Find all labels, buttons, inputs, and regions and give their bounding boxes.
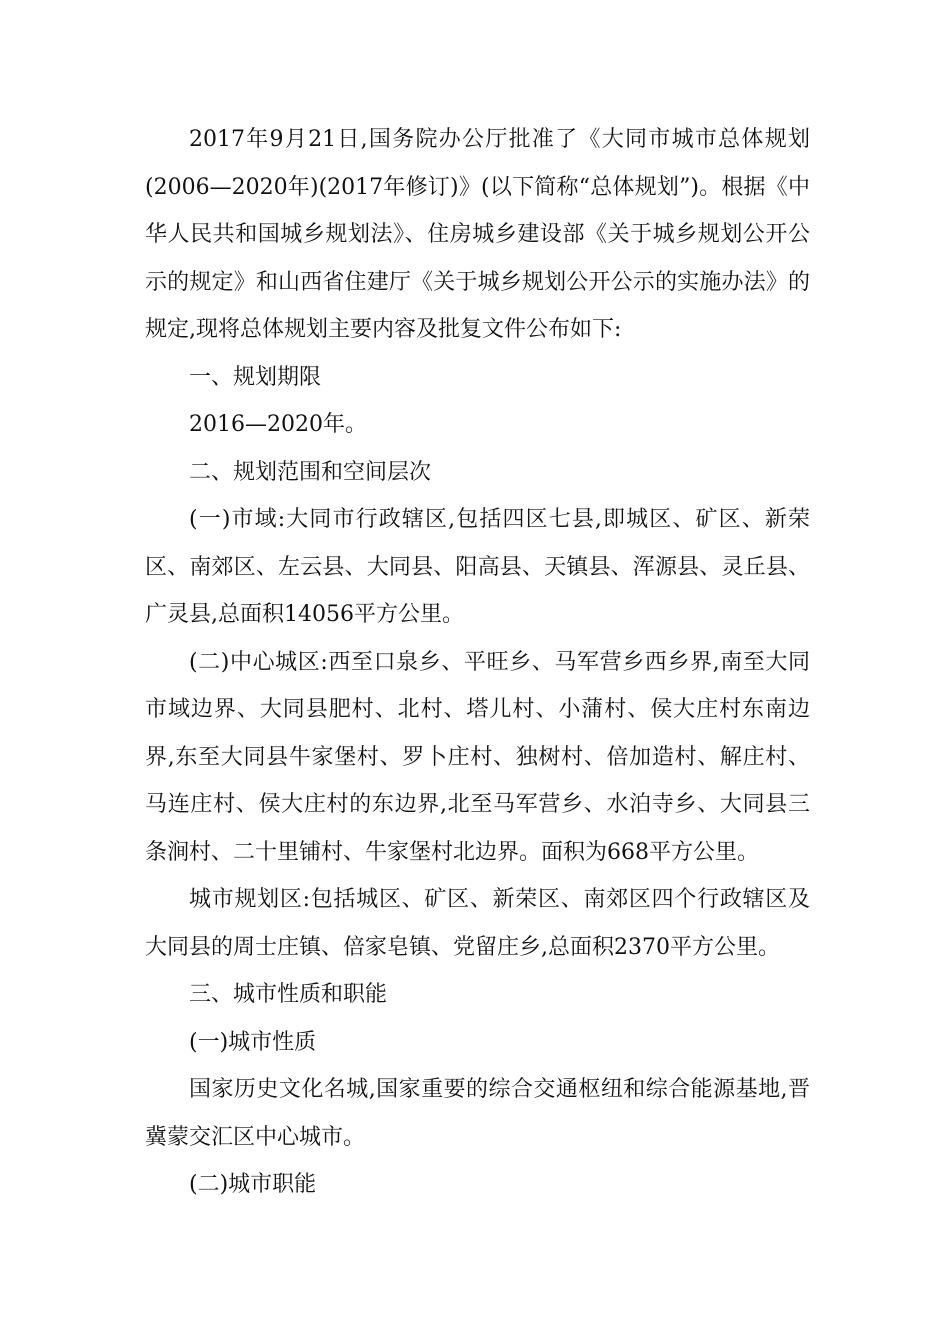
paragraph-intro: 2017年9月21日,国务院办公厅批准了《大同市城市总体规划(2006—2020年)(2017年修订)》(以下简称“总体规划”)。根据《中华人民共和国城乡规划法》、住房城乡建设部《关于城乡规划公开公示的规定》和山西省住建厅《关于城乡规划公开公示的实施办法》的规定,现将总体规划主要内容及批复文件公布如下: (145, 127, 810, 342)
subheading-city-function: (二)城市职能 (189, 1172, 317, 1197)
heading-planning-scope: 二、规划范围和空间层次 (189, 459, 432, 485)
subheading-city-nature: (一)城市性质 (189, 1029, 317, 1055)
paragraph-city-nature: 国家历史文化名城,国家重要的综合交通枢纽和综合能源基地,晋冀蒙交汇区中心城市。 (145, 1077, 810, 1150)
paragraph-city-area: (一)市域:大同市行政辖区,包括四区七县,即城区、矿区、新荣区、南郊区、左云县、大同县、阳高县、天镇县、浑源县、灵丘县、广灵县,总面积14056平方公里。 (145, 507, 810, 627)
paragraph-planning-district: 城市规划区:包括城区、矿区、新荣区、南郊区四个行政辖区及大同县的周士庄镇、倍家皂镇、党留庄乡,总面积2370平方公里。 (145, 887, 810, 960)
paragraph-central-urban-area: (二)中心城区:西至口泉乡、平旺乡、马军营乡西乡界,南至大同市域边界、大同县肥村、北村、塔儿村、小蒲村、侯大庄村东南边界,东至大同县牛家堡村、罗卜庄村、独树村、倍加造村、解庄村、马连庄村、侯大庄村的东边界,北至马军营乡、水泊寺乡、大同县三条涧村、二十里铺村、牛家堡村北边界。面积为668平方公里。 (145, 649, 810, 865)
document-body (145, 116, 810, 1209)
heading-planning-period: 一、规划期限 (189, 364, 322, 390)
paragraph-planning-period: 2016—2020年。 (189, 412, 367, 437)
heading-city-nature-function: 三、城市性质和职能 (189, 982, 388, 1007)
